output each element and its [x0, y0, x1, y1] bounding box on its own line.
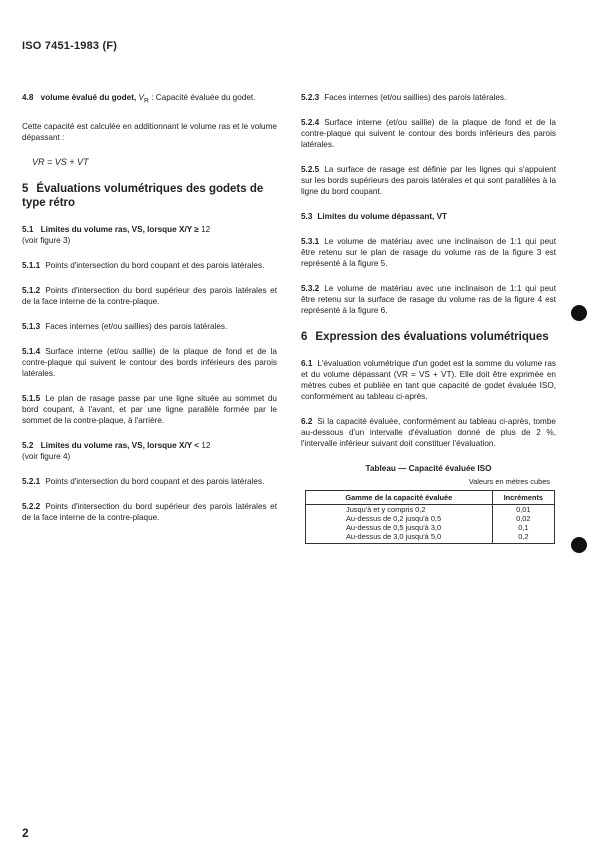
- clause-6-1: [301, 358, 556, 402]
- page-number: 2: [22, 826, 29, 840]
- paragraph-capacity: Cette capacité est calculée en additionnant le volume ras et le volume dépassant :: [22, 121, 277, 142]
- clause-number: 5.1: [22, 224, 34, 234]
- clause-6-2: [301, 416, 556, 449]
- clause-number: 4.8: [22, 93, 34, 102]
- capacity-table: [305, 490, 555, 544]
- section-number: 6: [301, 331, 308, 343]
- clause-number: 5.3.1: [301, 237, 320, 246]
- clause-5-1-3: [22, 321, 277, 332]
- clause-5-2-5: [301, 164, 556, 197]
- change-marker-dot: [571, 305, 587, 321]
- clause-number: 5.3.2: [301, 284, 320, 293]
- left-column: [22, 92, 277, 537]
- section-number: 5: [22, 182, 29, 195]
- section-title: Évaluations volumétriques des godets de type rétro: [22, 182, 264, 209]
- clause-5-1-4: [22, 346, 277, 379]
- clause-text: La surface de rasage est définie par les lignes qui s'appuient sur les bords supérieurs des parois latérales et qui sont parallèles à la ligne du bord coupant.: [301, 165, 556, 196]
- clause-text: Si la capacité évaluée, conformément au tableau ci-après, tombe au-dessous d'un intervalle d'évaluation donné de plus de 2 %, l'intervalle inférieur suivant doit constituer l'évaluation.: [301, 417, 556, 448]
- clause-5-3-2: [301, 283, 556, 316]
- clause-text: Le volume de matériau avec une inclinaison de 1:1 qui peut être retenu sur le plan de rasage du volume ras de la figure 3 est représenté à la figure 5.: [301, 237, 556, 268]
- section-5-heading: [22, 182, 277, 210]
- table-caption: Tableau — Capacité évaluée ISO: [365, 464, 492, 473]
- symbol-sub: R: [143, 97, 149, 105]
- clause-5-1-5: [22, 393, 277, 426]
- clause-number: 5.2.5: [301, 165, 320, 174]
- table-row: [306, 505, 555, 515]
- equation: VR = VS + VT: [32, 156, 89, 167]
- clause-number: 5.2.4: [301, 118, 320, 127]
- clause-text: Le plan de rasage passe par une ligne située au sommet du bord coupant, à l'avant, et par une ligne parallèle formée par le sommet de la contre-plaque, à l'arrière.: [22, 393, 277, 425]
- clause-text: Points d'intersection du bord coupant et des parois latérales.: [45, 476, 265, 486]
- clause-number: 5.2: [22, 440, 34, 450]
- section-6-heading: [301, 330, 556, 344]
- clause-number: 5.1.3: [22, 321, 41, 331]
- clause-text: Points d'intersection du bord supérieur des parois latérales et de la face interne de la contre-plaque.: [22, 285, 277, 306]
- clause-number: 5.2.2: [22, 501, 41, 511]
- table-cell: 0,01: [492, 505, 554, 515]
- clause-5-2: [22, 440, 277, 462]
- clause-5-2-4: [301, 117, 556, 150]
- clause-title: Limites du volume ras, VS, lorsque X/Y <: [40, 440, 200, 450]
- clause-5-1-1: [22, 260, 277, 271]
- clause-number: 5.1.4: [22, 346, 41, 356]
- clause-title: Limites du volume dépassant, VT: [317, 212, 448, 221]
- clause-text: Points d'intersection du bord coupant et des parois latérales.: [45, 260, 265, 270]
- clause-text: : Capacité évaluée du godet.: [151, 93, 256, 102]
- table-cell: 0,02: [492, 514, 554, 523]
- figure-reference: (voir figure 4): [22, 451, 71, 461]
- clause-number: 5.1.1: [22, 260, 41, 270]
- clause-number: 6.2: [301, 417, 313, 426]
- clause-text: Le volume de matériau avec une inclinaison de 1:1 qui peut être retenu sur la surface de rasage du volume ras de la figure 4 est représenté à la figure 6.: [301, 284, 556, 315]
- clause-number: 5.2.1: [22, 476, 41, 486]
- clause-number: 6.1: [301, 359, 313, 368]
- table-cell: Au-dessus de 0,5 jusqu'à 3,0: [306, 523, 493, 532]
- clause-number: 5.1.5: [22, 393, 41, 403]
- section-title: Expression des évaluations volumétriques: [315, 331, 549, 343]
- clause-text: Points d'intersection du bord supérieur des parois latérales et de la face interne de la contre-plaque.: [22, 501, 277, 522]
- table-header-cell: Incréments: [492, 491, 554, 505]
- document-header: ISO 7451-1983 (F): [22, 40, 118, 52]
- table-cell: 0,2: [492, 532, 554, 544]
- table-cell: Jusqu'à et y compris 0,2: [306, 505, 493, 515]
- table-header-row: [306, 491, 555, 505]
- table-row: [306, 523, 555, 532]
- clause-value: 12: [201, 440, 211, 450]
- clause-text: Faces internes (et/ou saillies) des parois latérales.: [45, 321, 228, 331]
- clause-5-3: [301, 211, 556, 222]
- clause-5-2-1: [22, 476, 277, 487]
- clause-number: 5.1.2: [22, 285, 41, 295]
- clause-text: Surface interne (et/ou saillie) de la plaque de fond et de la contre-plaque qui suivent le contour des bords inférieurs des parois latérales.: [22, 346, 277, 378]
- clause-5-2-2: [22, 501, 277, 523]
- clause-5-2-3: [301, 92, 556, 103]
- clause-title: volume évalué du godet,: [40, 93, 137, 102]
- clause-number: 5.2.3: [301, 93, 320, 102]
- clause-5-3-1: [301, 236, 556, 269]
- table-units: Valeurs en mètres cubes: [468, 477, 550, 486]
- symbol: V: [138, 93, 144, 102]
- clause-text: L'évaluation volumétrique d'un godet est la somme du volume ras et du volume dépassant (VR = VS + VT). Elle doit être exprimée en mètres cubes et publiée en tant que capacité de godet évaluée ISO, conformément au tableau ci-après.: [301, 359, 556, 401]
- change-marker-dot: [571, 537, 587, 553]
- clause-4-8: [22, 92, 277, 107]
- table-row: [306, 532, 555, 544]
- clause-5-1: [22, 224, 277, 246]
- clause-text: Surface interne (et/ou saillie) de la plaque de fond et de la contre-plaque qui suivent le contour des bords inférieurs des parois latérales.: [301, 118, 556, 149]
- right-column: [301, 92, 556, 544]
- table-cell: Au-dessus de 3,0 jusqu'à 5,0: [306, 532, 493, 544]
- clause-text: Faces internes (et/ou saillies) des parois latérales.: [324, 93, 507, 102]
- clause-title: Limites du volume ras, VS, lorsque X/Y ≥: [40, 224, 199, 234]
- figure-reference: (voir figure 3): [22, 235, 71, 245]
- table-header-cell: Gamme de la capacité évaluée: [306, 491, 493, 505]
- clause-number: 5.3: [301, 212, 313, 221]
- table-row: [306, 514, 555, 523]
- clause-5-1-2: [22, 285, 277, 307]
- table-cell: 0,1: [492, 523, 554, 532]
- clause-value: 12: [201, 224, 211, 234]
- table-cell: Au-dessus de 0,2 jusqu'à 0,5: [306, 514, 493, 523]
